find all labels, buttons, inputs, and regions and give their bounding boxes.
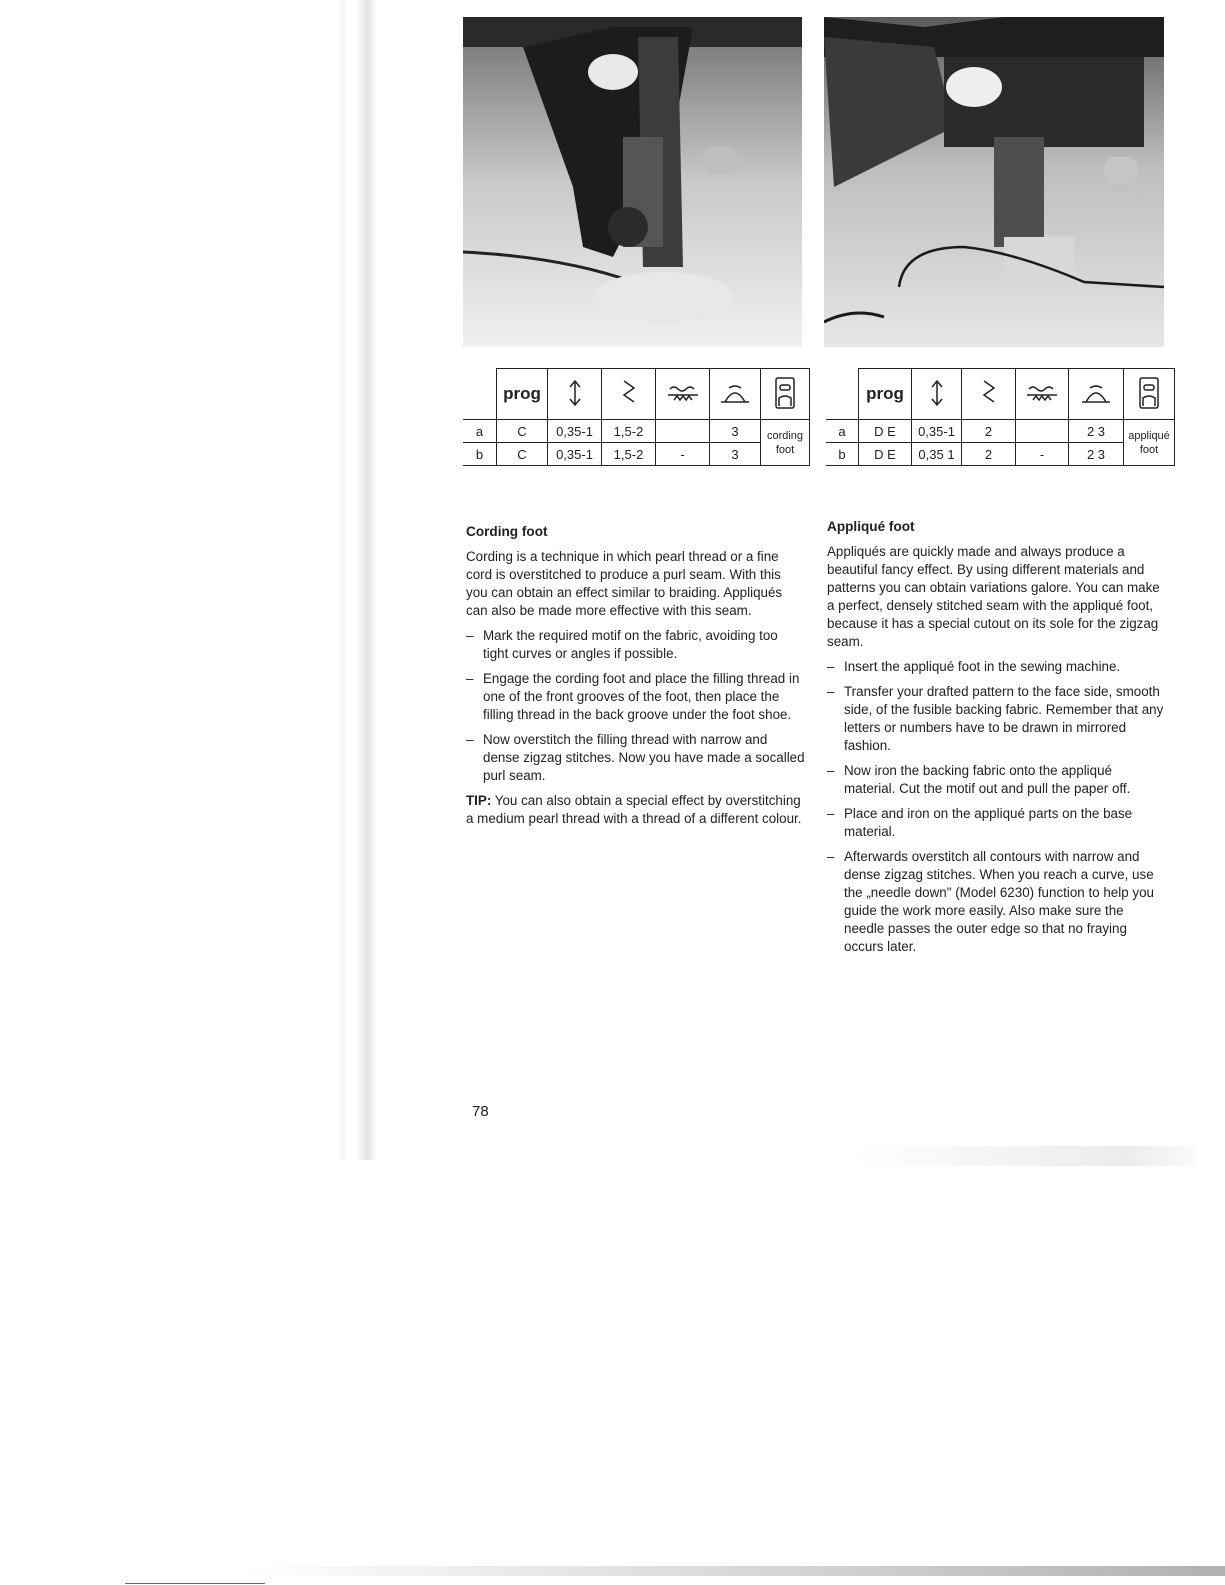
scan-artifact bbox=[0, 1566, 1225, 1576]
corner-cell bbox=[463, 369, 497, 420]
page-number: 78 bbox=[472, 1103, 489, 1120]
steps-list bbox=[466, 627, 806, 785]
list-item: – Afterwards overstitch all contours with narrow and dense zigzag stitches. When you reach a curve, use the „needle down" (Model 6230) function to help you guide the work more easily. Also make sure the needle passes the outer edge so that no fraying occurs later. bbox=[827, 849, 1154, 954]
presser-foot-pressure-icon bbox=[710, 369, 761, 420]
stitch-width-icon bbox=[548, 369, 602, 420]
list-item: – Mark the required motif on the fabric, avoiding too tight curves or angles if possible. bbox=[466, 628, 778, 661]
section-heading: Appliqué foot bbox=[827, 519, 915, 534]
corner-cell bbox=[826, 369, 859, 420]
list-item: – Transfer your drafted pattern to the face side, smooth side, of the fusible backing fabric. Remember that any letters or numbers have to be drawn in mirrored fashion. bbox=[827, 684, 1164, 753]
table-row: a C 0,35-1 1,5-2 3 cording foot bbox=[463, 420, 810, 443]
intro-paragraph: Appliqués are quickly made and always produce a beautiful fancy effect. By using different materials and patterns you can obtain variations galore. You can make a perfect, densely stitched seam with the appliqué foot, because it has a special cutout on its sole for the zigzag seam. bbox=[827, 544, 1160, 649]
prog-header: prog bbox=[859, 369, 912, 420]
presser-foot-icon bbox=[761, 369, 810, 420]
scan-gutter-shadow bbox=[338, 0, 348, 1160]
feed-dog-icon bbox=[1016, 369, 1069, 420]
table-row: b D E 0,35 1 2 - 2 3 bbox=[826, 443, 1175, 466]
cording-foot-photo bbox=[463, 17, 802, 347]
presser-foot-pressure-icon bbox=[1069, 369, 1124, 420]
stitch-width-icon bbox=[912, 369, 962, 420]
section-heading: Cording foot bbox=[466, 524, 548, 539]
cording-foot-section bbox=[466, 523, 806, 835]
steps-list bbox=[827, 658, 1167, 956]
applique-foot-section bbox=[827, 518, 1167, 963]
intro-paragraph: Cording is a technique in which pearl thread or a fine cord is overstitched to produce a purl seam. With this you can obtain an effect similar to braiding. Appliqués can also be made more effective with this seam. bbox=[466, 549, 783, 618]
applique-settings-table bbox=[826, 368, 1175, 466]
scan-artifact bbox=[125, 1583, 265, 1584]
prog-header: prog bbox=[497, 369, 548, 420]
scan-gutter bbox=[355, 0, 377, 1160]
scan-artifact bbox=[855, 1146, 1195, 1166]
list-item: – Insert the appliqué foot in the sewing machine. bbox=[827, 659, 1121, 674]
table-row: b C 0,35-1 1,5-2 - 3 bbox=[463, 443, 810, 466]
table-row: a D E 0,35-1 2 2 3 appliqué foot bbox=[826, 420, 1175, 443]
list-item: – Place and iron on the appliqué parts on the base material. bbox=[827, 806, 1133, 839]
tip-paragraph: TIP: You can also obtain a special effect by overstitching a medium pearl thread with a thread of a different colour. bbox=[466, 793, 802, 826]
stitch-length-icon bbox=[962, 369, 1016, 420]
list-item: – Now iron the backing fabric onto the appliqué material. Cut the motif out and pull the paper off. bbox=[827, 763, 1131, 796]
list-item: – Now overstitch the filling thread with narrow and dense zigzag stitches. Now you have made a socalled purl seam. bbox=[466, 732, 805, 783]
foot-name: appliqué foot bbox=[1124, 420, 1175, 466]
applique-foot-photo bbox=[824, 17, 1164, 347]
list-item: – Engage the cording foot and place the filling thread in one of the front grooves of the foot, then place the filling thread in the back groove under the foot shoe. bbox=[466, 671, 800, 722]
presser-foot-icon bbox=[1124, 369, 1175, 420]
foot-name: cording foot bbox=[761, 420, 810, 466]
cording-settings-table bbox=[463, 368, 810, 466]
feed-dog-icon bbox=[656, 369, 710, 420]
stitch-length-icon bbox=[602, 369, 656, 420]
